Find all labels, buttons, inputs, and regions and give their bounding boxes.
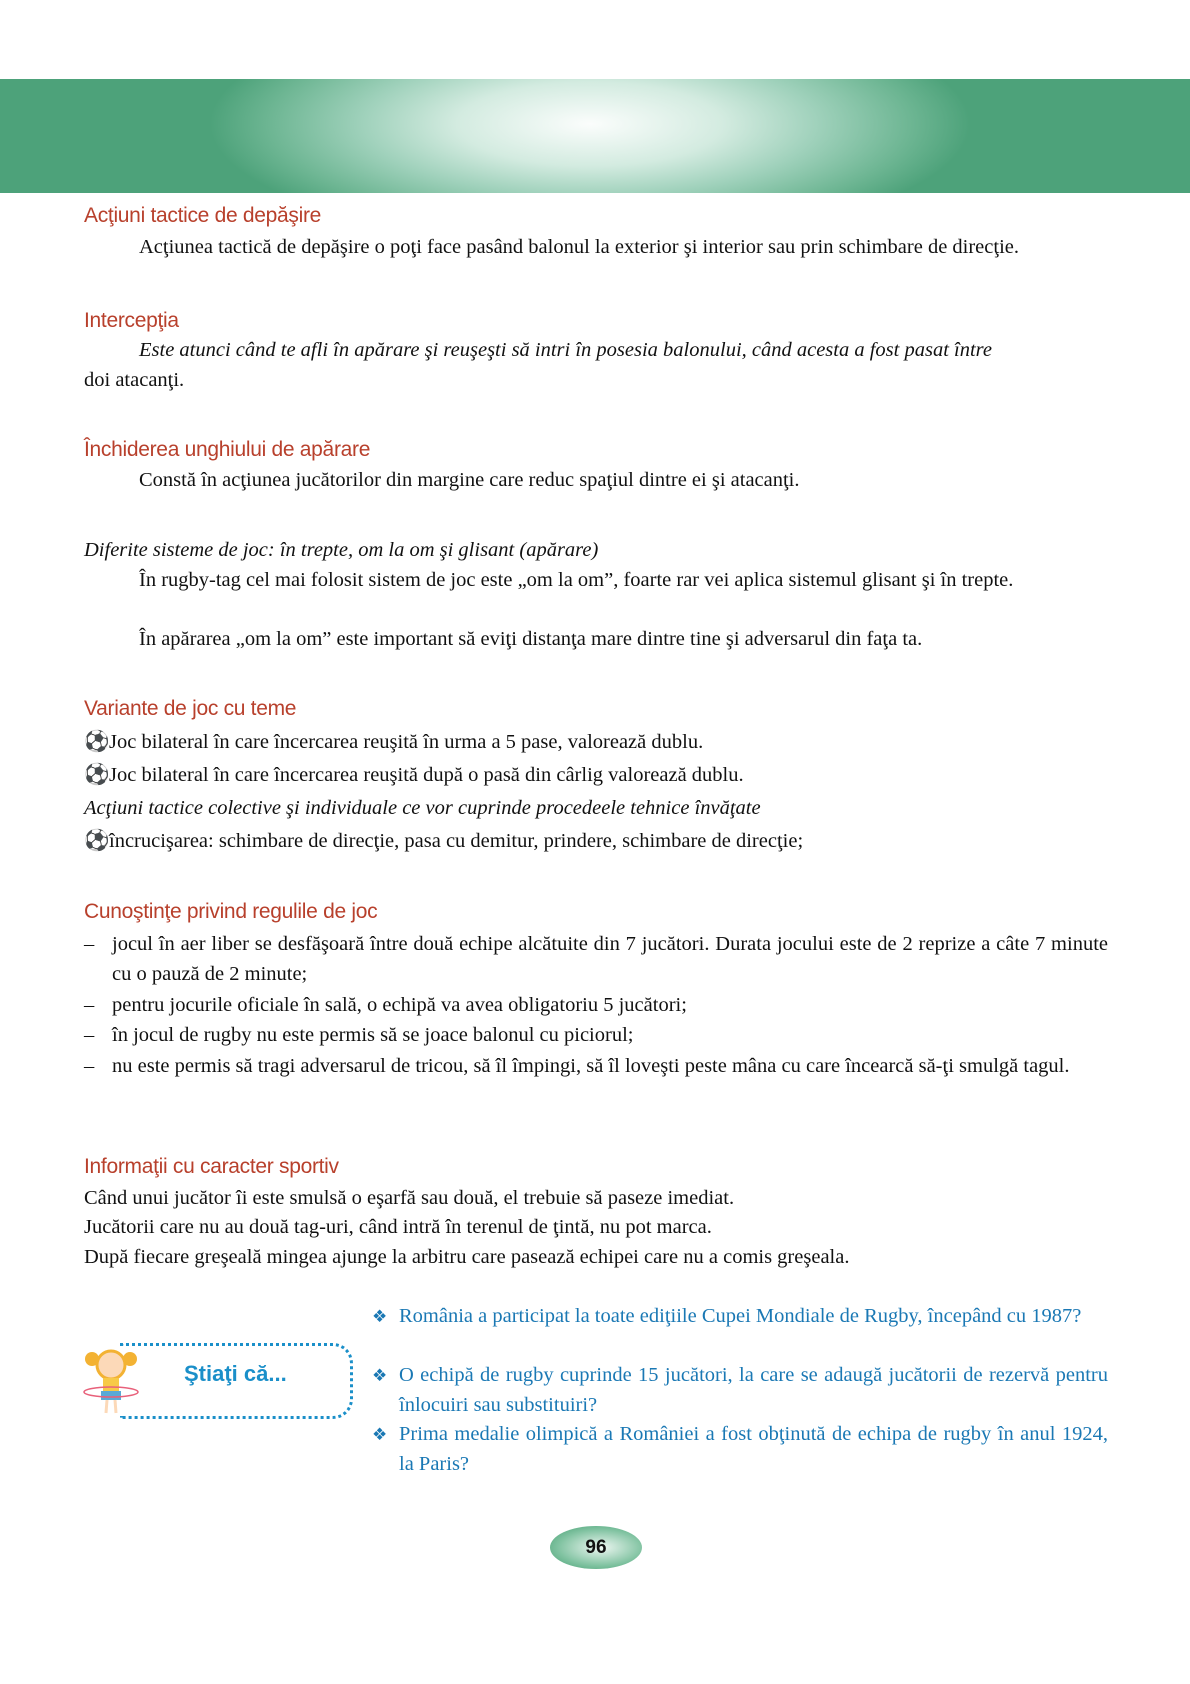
list-item <box>84 1052 1108 1082</box>
fact-item <box>372 1420 1108 1479</box>
section-title: Închiderea unghiului de apărare <box>84 438 371 461</box>
item-text: încrucişarea: schimbare de direcţie, pasa cu demitur, prindere, schimbare de direcţie; <box>109 830 804 852</box>
paragraph: Constă în acţiunea jucătorilor din margine care reduc spaţiul dintre ei şi atacanţi. <box>139 469 800 491</box>
header-banner <box>0 79 1190 193</box>
list-item <box>84 761 1108 791</box>
dash-bullet: – <box>84 933 95 955</box>
page-number: 96 <box>550 1526 642 1569</box>
paragraph: doi atacanţi. <box>84 369 185 391</box>
soccer-ball-icon: ⚽ <box>84 830 110 852</box>
subtitle: Diferite sisteme de joc: în trepte, om la om şi glisant (apărare) <box>84 539 599 561</box>
dash-bullet: – <box>84 1055 95 1077</box>
dash-bullet: – <box>84 1024 95 1046</box>
girl-hula-hoop-icon <box>82 1345 142 1415</box>
list-item <box>84 930 1108 989</box>
paragraph: În apărarea „om la om” este important să eviţi distanţa mare dintre tine şi adversarul din faţa ta. <box>139 628 923 650</box>
paragraph: După fiecare greşeală mingea ajunge la arbitru care pasează echipei care nu a comis greşeala. <box>84 1246 850 1268</box>
item-text: Joc bilateral în care încercarea reuşită după o pasă din cârlig valorează dublu. <box>109 764 744 786</box>
soccer-ball-icon: ⚽ <box>84 731 110 753</box>
paragraph: Jucătorii care nu au două tag-uri, când intră în terenul de ţintă, nu pot marca. <box>84 1216 712 1238</box>
soccer-ball-icon: ⚽ <box>84 764 110 786</box>
diamond-bullet-icon: ❖ <box>372 1366 388 1385</box>
item-text: pentru jocurile oficiale în sală, o echipă va avea obligatoriu 5 jucători; <box>112 994 687 1016</box>
subtitle: Acţiuni tactice colective şi individuale ce vor cuprinde procedeele tehnice învăţate <box>84 797 761 819</box>
item-text: Joc bilateral în care încercarea reuşită în urma a 5 pase, valorează dublu. <box>109 731 704 753</box>
paragraph: Este atunci când te afli în apărare şi reuşeşti să intri în posesia balonului, când acesta a fost pasat între <box>139 339 992 361</box>
item-text: nu este permis să tragi adversarul de tricou, să îl împingi, să îl loveşti peste mâna cu care încearcă să-ţi smulgă tagul. <box>112 1055 1070 1077</box>
list-item <box>84 1021 1108 1051</box>
item-text: jocul în aer liber se desfăşoară între două echipe alcătuite din 7 jucători. Durata jocului este de 2 reprize a câte 7 minute cu o pauză de 2 minute; <box>112 933 1108 985</box>
section-title: Informaţii cu caracter sportiv <box>84 1155 339 1178</box>
fact-item <box>372 1361 1108 1420</box>
diamond-bullet-icon: ❖ <box>372 1307 388 1326</box>
item-text: în jocul de rugby nu este permis să se joace balonul cu piciorul; <box>112 1024 634 1046</box>
fact-text: Prima medalie olimpică a României a fost obţinută de echipa de rugby în anul 1924, la Paris? <box>399 1423 1108 1475</box>
paragraph: Acţiunea tactică de depăşire o poţi face pasând balonul la exterior şi interior sau prin schimbare de direcţie. <box>139 236 1019 258</box>
section-title: Cunoştinţe privind regulile de joc <box>84 900 378 923</box>
paragraph: Când unui jucător îi este smulsă o eşarfă sau două, el trebuie să paseze imediat. <box>84 1187 735 1209</box>
section-title: Acţiuni tactice de depăşire <box>84 204 322 227</box>
list-item <box>84 728 1108 758</box>
paragraph: În rugby-tag cel mai folosit sistem de joc este „om la om”, foarte rar vei aplica sistemul glisant şi în trepte. <box>139 569 1014 591</box>
fact-text: România a participat la toate ediţiile Cupei Mondiale de Rugby, începând cu 1987? <box>399 1305 1082 1327</box>
section-title: Intercepţia <box>84 309 179 332</box>
fact-item <box>372 1302 1108 1332</box>
dash-bullet: – <box>84 994 95 1016</box>
list-item <box>84 991 1108 1021</box>
list-item <box>84 827 1108 857</box>
diamond-bullet-icon: ❖ <box>372 1425 388 1444</box>
section-title: Variante de joc cu teme <box>84 697 297 720</box>
did-you-know-label: Ştiaţi că... <box>184 1361 287 1386</box>
fact-text: O echipă de rugby cuprinde 15 jucători, la care se adaugă jucătorii de rezervă pentru înlocuiri sau substituiri? <box>399 1364 1108 1416</box>
